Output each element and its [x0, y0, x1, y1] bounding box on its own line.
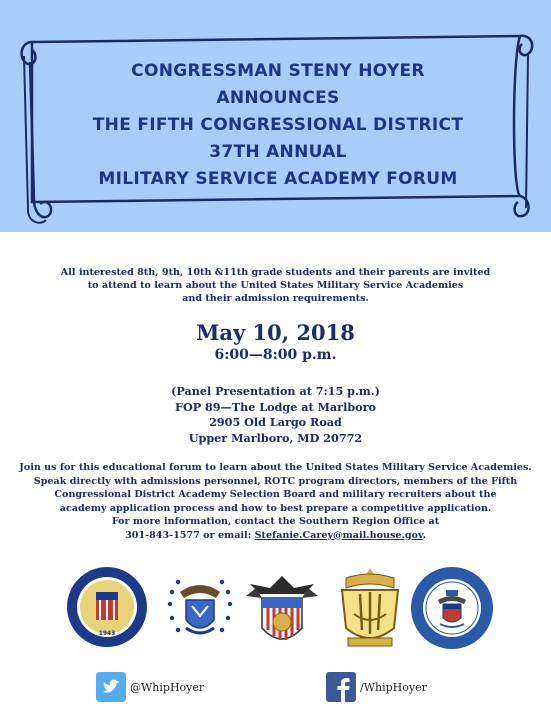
venue-block: [0, 384, 551, 446]
details-line: For more information, contact the Southern Region Office at: [111, 516, 440, 527]
details-paragraph: [0, 461, 551, 542]
header-banner: [0, 0, 551, 232]
academy-seals-row: [0, 560, 551, 660]
details-line: academy application process and how to best prepare a competitive application.: [59, 502, 492, 514]
seal-year: 1943: [98, 630, 116, 637]
naval-academy-seal-icon: [332, 564, 408, 654]
air-force-academy-seal-icon: [156, 564, 244, 652]
announcement-title: [58, 58, 498, 193]
merchant-marine-academy-seal-icon: [66, 566, 148, 648]
event-date: May 10, 2018: [196, 320, 355, 345]
details-line: Join us for this educational forum to learn about the United States Military Service Academies.: [19, 462, 532, 473]
contact-line: [0, 529, 551, 543]
details-line: Speak directly with admissions personnel, ROTC program directors, members of the Fifth: [33, 475, 518, 487]
facebook-handle: /WhipHoyer: [360, 680, 427, 694]
intro-line: to attend to learn about the United States Military Service Academies: [87, 280, 464, 291]
coast-guard-academy-seal-icon: [410, 566, 494, 650]
facebook-icon: [326, 672, 356, 702]
venue-line: FOP 89—The Lodge at Marlboro: [175, 399, 376, 414]
twitter-icon: [96, 672, 126, 702]
facebook-link[interactable]: [326, 670, 427, 704]
intro-line: and their admission requirements.: [182, 293, 369, 304]
intro-line: All interested 8th, 9th, 10th &11th grade students and their parents are invited: [60, 267, 491, 278]
military-academy-crest-icon: [244, 568, 320, 652]
email-link[interactable]: Stefanie.Carey@mail.house.gov: [254, 529, 423, 541]
details-line: Congressional District Academy Selection Board and military recruiters about the: [54, 489, 497, 500]
twitter-link[interactable]: [96, 670, 204, 704]
contact-suffix: .: [422, 529, 426, 541]
venue-line: (Panel Presentation at 7:15 p.m.): [171, 384, 380, 398]
venue-line: Upper Marlboro, MD 20772: [188, 430, 363, 445]
twitter-handle: @WhipHoyer: [130, 680, 205, 694]
event-time: 6:00—8:00 p.m.: [214, 347, 337, 363]
contact-phone: 301-843-1577 or email:: [125, 529, 255, 541]
title-line: THE FIFTH CONGRESSIONAL DISTRICT: [92, 115, 464, 135]
title-line: MILITARY SERVICE ACADEMY FORUM: [98, 169, 458, 189]
title-line: 37TH ANNUAL: [209, 142, 347, 162]
venue-line: 2905 Old Largo Road: [209, 415, 342, 429]
title-line: CONGRESSMAN STENY HOYER: [131, 61, 425, 81]
title-line: ANNOUNCES: [216, 88, 340, 108]
intro-paragraph: [0, 266, 551, 305]
